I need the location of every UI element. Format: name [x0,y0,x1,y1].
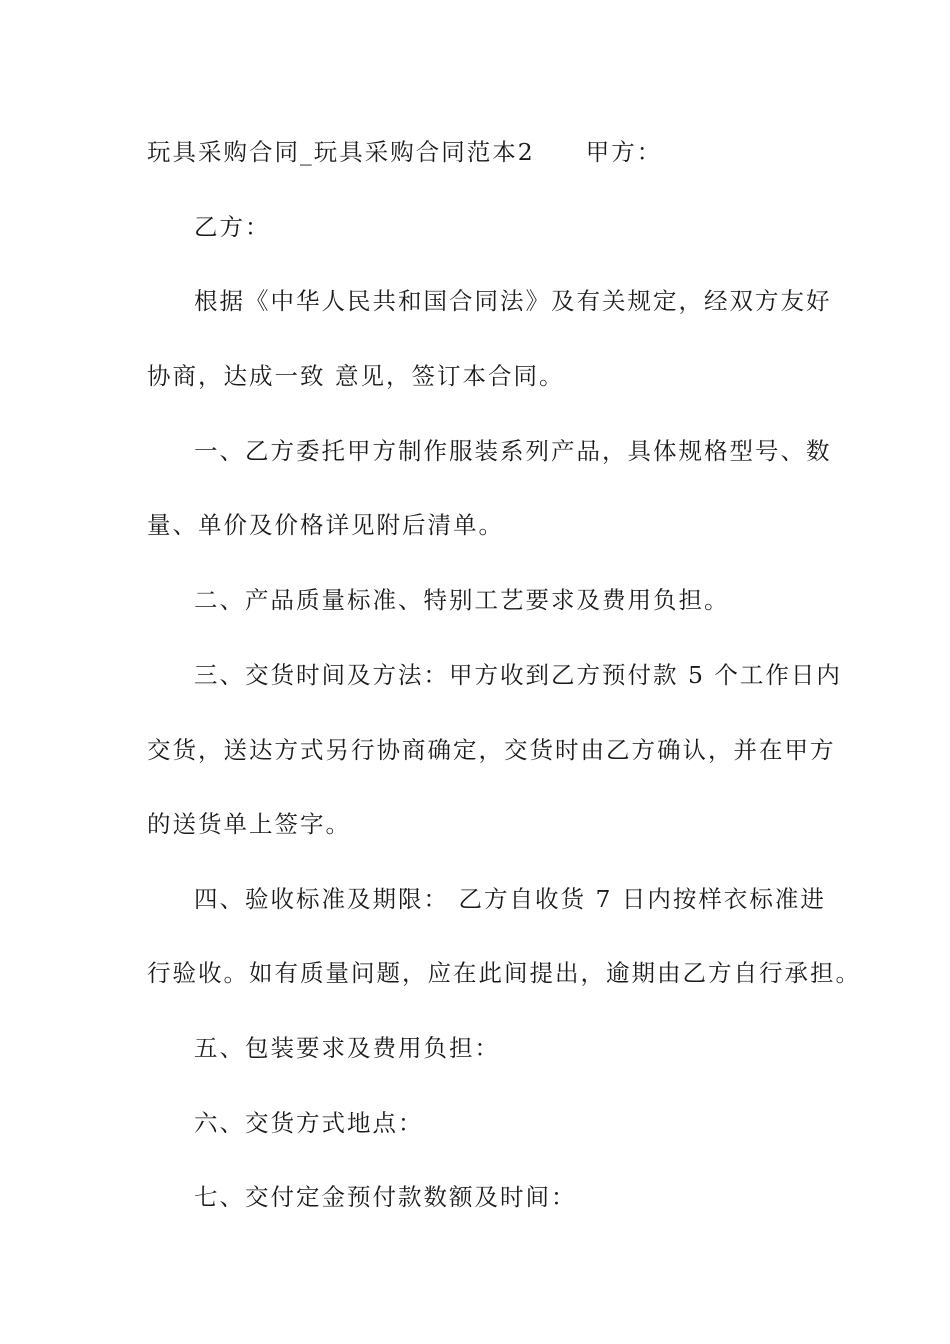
clause-6-line-1: 六、交货方式地点： [194,1109,424,1137]
clause-7-line-1: 七、交付定金预付款数额及时间： [194,1183,577,1211]
clause-4-line-2: 行验收。如有质量问题，应在此间提出，逾期由乙方自行承担。 [147,959,861,987]
clause-3-line-2: 交货，送达方式另行协商确定，交货时由乙方确认，并在甲方 [147,736,836,764]
clause-5-line-1: 五、包装要求及费用负担： [194,1034,500,1062]
doc-title-line: 玩具采购合同_玩具采购合同范本2 甲方： [147,138,663,166]
clause-1-line-2: 量、单价及价格详见附后清单。 [147,511,504,539]
clause-2-line-1: 二、产品质量标准、特别工艺要求及费用负担。 [194,586,730,614]
clause-4-line-1: 四、验收标准及期限： 乙方自收货 7 日内按样衣标准进 [194,885,826,913]
preamble-line-1: 根据《中华人民共和国合同法》及有关规定，经双方友好 [194,287,832,315]
party-b-line: 乙方： [194,213,271,241]
clause-3-line-1: 三、交货时间及方法：甲方收到乙方预付款 5 个工作日内 [194,661,842,689]
clause-3-line-3: 的送货单上签字。 [147,810,351,838]
clause-1-line-1: 一、乙方委托甲方制作服装系列产品，具体规格型号、数 [194,437,832,465]
preamble-line-2: 协商，达成一致 意见，签订本合同。 [147,362,565,390]
